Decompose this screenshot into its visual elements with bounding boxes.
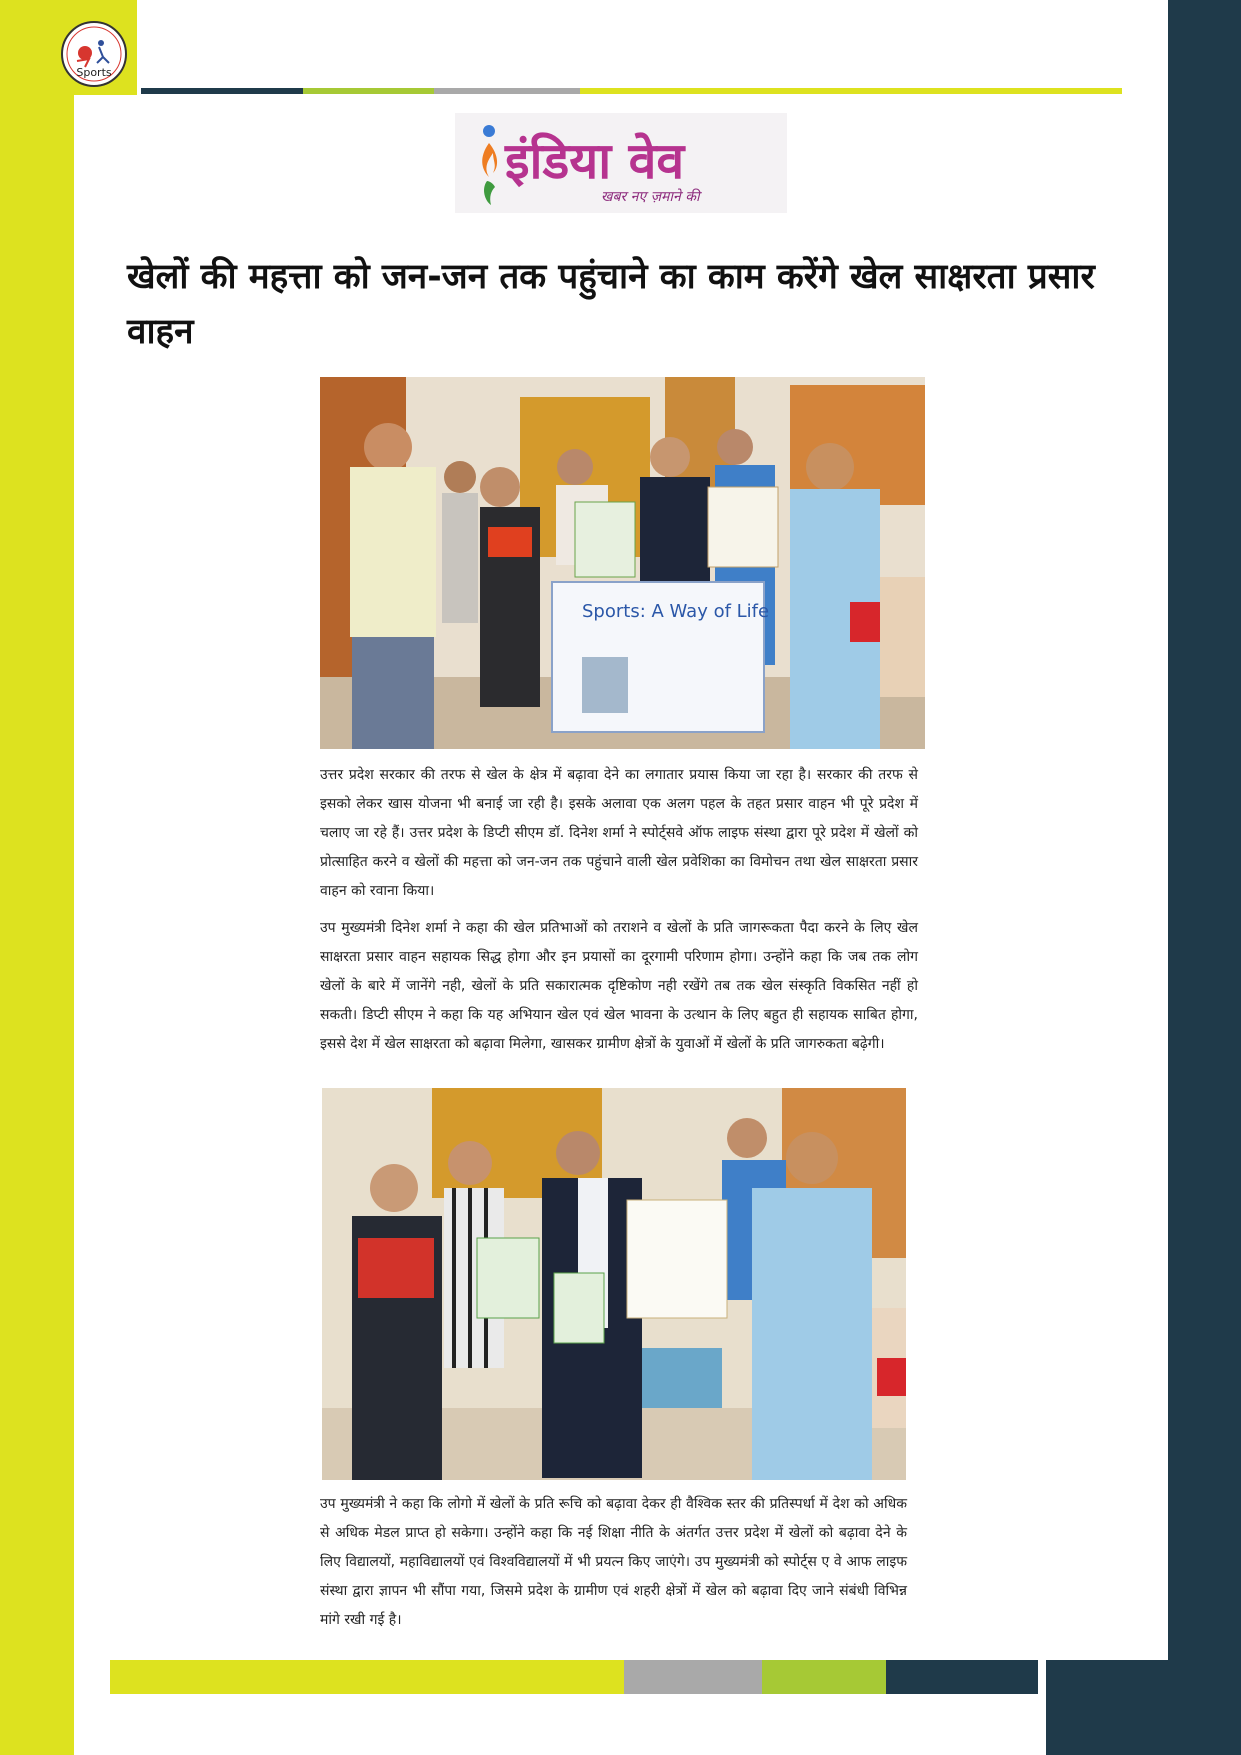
top-rule-green [303, 88, 434, 94]
article-photo-1 [320, 377, 925, 749]
article-headline: खेलों की महत्ता को जन-जन तक पहुंचाने का काम करेंगे खेल साक्षरता प्रसार वाहन [127, 257, 1095, 352]
photo-1-image [320, 377, 925, 749]
flame-icon [477, 121, 501, 207]
masthead [455, 113, 787, 213]
right-decor-band [1168, 0, 1241, 1755]
top-rule-navy [141, 88, 303, 94]
bottom-bar-yellow [110, 1660, 624, 1694]
top-rule-grey [434, 88, 580, 94]
bottom-right-decor-block [1046, 1660, 1241, 1755]
article-paragraph-2: उप मुख्यमंत्री दिनेश शर्मा ने कहा की खेल प्रतिभाओं को तराशने व खेलों के प्रति जागरूकता पैदा करने के लिए खेल साक्षरता प्रसार वाहन सहायक सिद्ध होगा और इन प्रयासों का दूरगामी परिणाम होगा। उन्होंने कहा कि जब तक लोग खेलों के बारे में जानेंगे नही, खेलों के प्रति सकारात्मक दृष्टिकोण नही रखेंगे तब तक खेल संस्कृति विकसित नहीं हो सकती। डिप्टी सीएम ने कहा कि यह अभियान खेल एवं खेल भावना के उत्थान के लिए बहुत ही सहायक साबित होगा, इससे देश में खेल साक्षरता को बढ़ावा मिलेगा, खासकर ग्रामीण क्षेत्रों के युवाओं में खेलों के प्रति जागरुकता बढ़ेगी। [320, 920, 918, 1052]
masthead-title: इंडिया वेव [505, 132, 685, 190]
sports-logo [61, 21, 127, 87]
article-paragraph-1: उत्तर प्रदेश सरकार की तरफ से खेल के क्षेत्र में बढ़ावा देने का लगातार प्रयास किया जा रहा है। सरकार की तरफ से इसको लेकर खास योजना भी बनाई जा रही है। इसके अलावा एक अलग पहल के तहत प्रसार वाहन भी पूरे प्रदेश में चलाए जा रहे हैं। उत्तर प्रदेश के डिप्टी सीएम डॉ. दिनेश शर्मा ने स्पोर्ट्सवे ऑफ लाइफ संस्था द्वारा पूरे प्रदेश में खेलों को प्रोत्साहित करने व खेलों की महत्ता को जन-जन तक पहुंचाने वाली खेल प्रवेशिका का विमोचन तथा खेल साक्षरता प्रसार वाहन को रवाना किया। [320, 767, 918, 899]
masthead-tagline: खबर नए ज़माने की [601, 189, 700, 205]
bottom-bar-green [762, 1660, 886, 1694]
photo-2-image [322, 1088, 906, 1480]
article-paragraph-3: उप मुख्यमंत्री ने कहा कि लोगो में खेलों के प्रति रूचि को बढ़ावा देकर ही वैश्विक स्तर की प्रतिस्पर्धा में देश को अधिक से अधिक मेडल प्राप्त हो सकेगा। उन्होंने कहा कि नई शिक्षा नीति के अंतर्गत उत्तर प्रदेश में खेलों को बढ़ावा देने के लिए विद्यालयों, महाविद्यालयों एवं विश्वविद्यालयों में भी प्रयत्न किए जाएंगे। उप मुख्यमंत्री को स्पोर्ट्स ए वे आफ लाइफ संस्था द्वारा ज्ञापन भी सौंपा गया, जिसमे प्रदेश के ग्रामीण एवं शहरी क्षेत्रों में खेल को बढ़ावा दिए जाने संबंधी विभिन्न मांगे रखी गई है। [320, 1496, 907, 1628]
left-decor-band [0, 0, 74, 1755]
logo-text: Sports [76, 66, 112, 79]
bottom-bar-navy [886, 1660, 1038, 1694]
article-photo-2 [322, 1088, 906, 1480]
bottom-bar-grey [624, 1660, 762, 1694]
photo-1-poster-title: Sports: A Way of Life [582, 601, 770, 622]
top-rule-yellow [580, 88, 1122, 94]
